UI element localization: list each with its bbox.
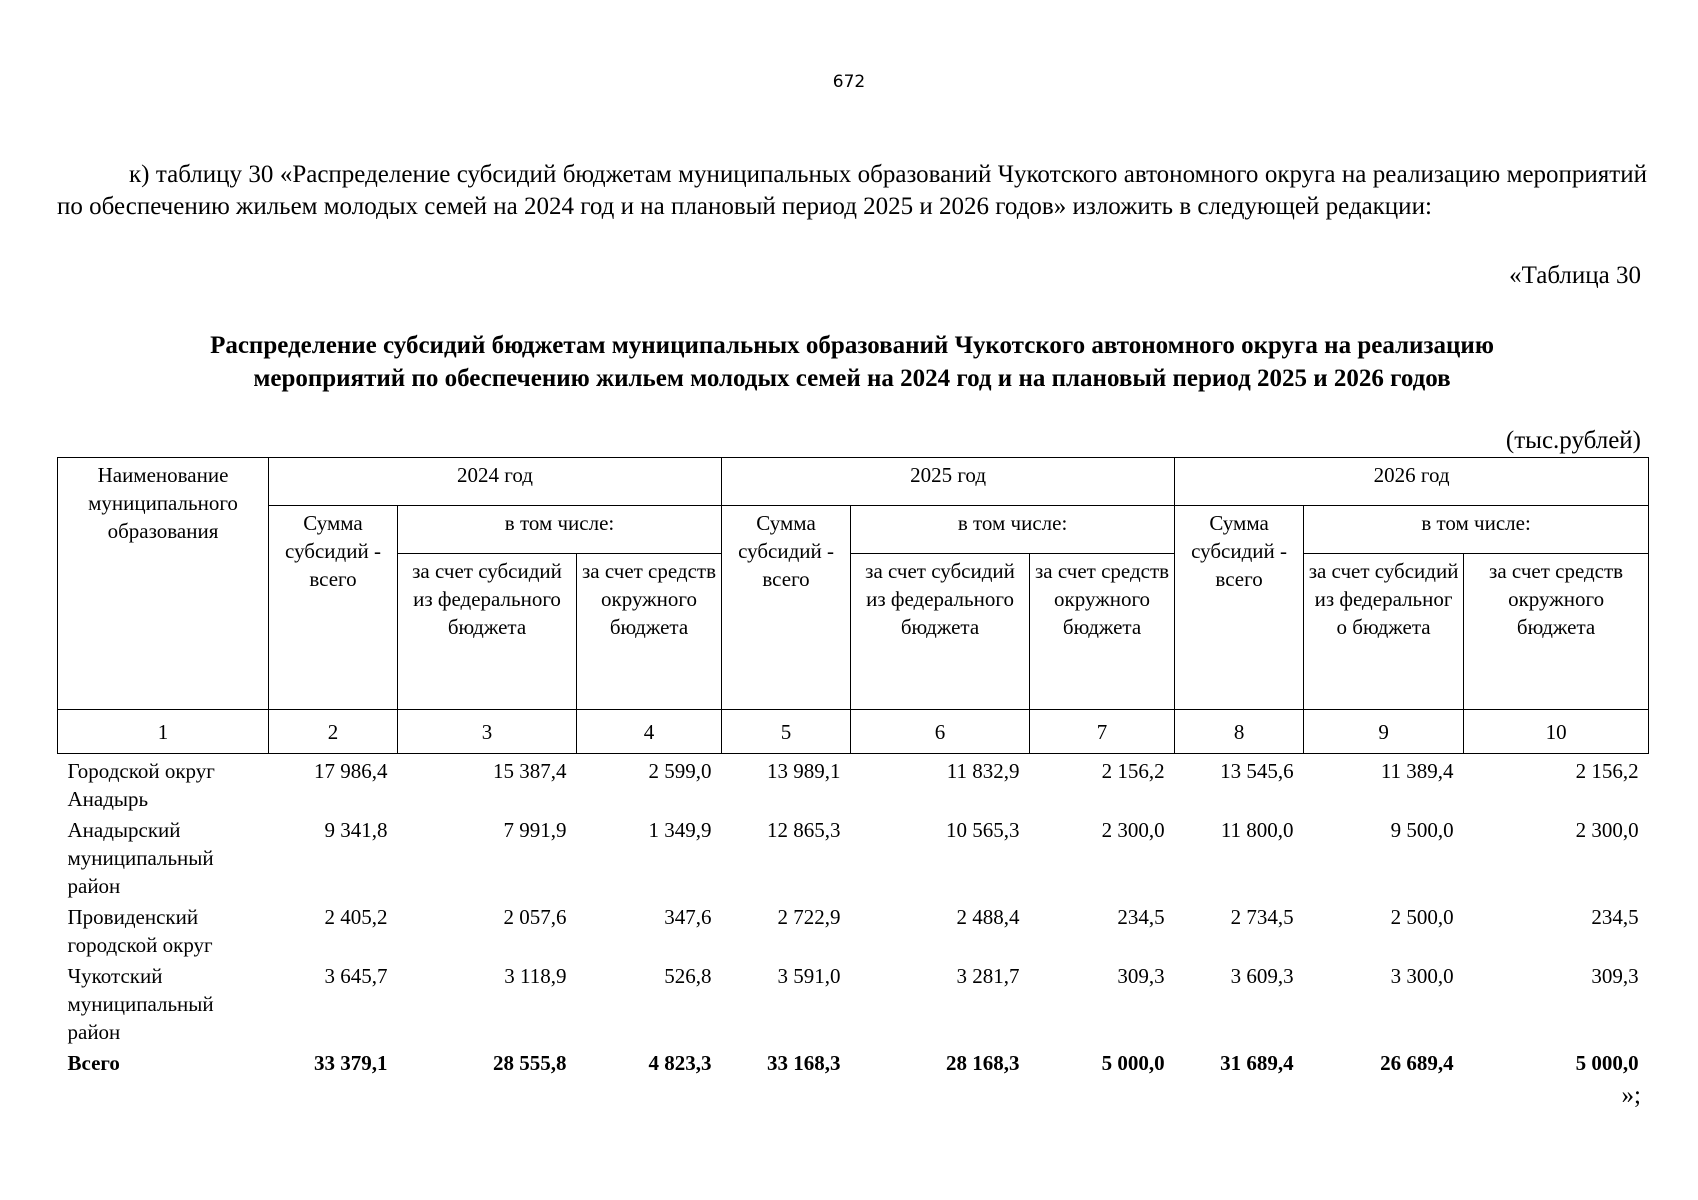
table-cell: 10 565,3	[946, 818, 1020, 842]
table-cell: 3 609,3	[1230, 964, 1294, 988]
table-cell: 234,5	[1591, 905, 1639, 929]
header-including-2024: в том числе:	[398, 506, 722, 554]
municipality-name: Провиденский городской округ	[67, 905, 213, 957]
closing-quote: »;	[1621, 1082, 1641, 1109]
table-cell: 2 156,2	[1101, 759, 1165, 783]
total-cell: 31 689,4	[1220, 1051, 1294, 1075]
header-total-2025: Сумма субсидий - всего	[722, 506, 851, 710]
column-number: 7	[1030, 710, 1175, 754]
header-total-2026: Сумма субсидий - всего	[1175, 506, 1304, 710]
total-cell: 28 555,8	[493, 1051, 567, 1075]
header-including-2026: в том числе:	[1304, 506, 1649, 554]
table-cell: 3 591,0	[777, 964, 841, 988]
total-cell: 33 379,1	[314, 1051, 388, 1075]
header-name-column: Наименование муниципального образования	[58, 458, 269, 710]
column-number: 4	[577, 710, 722, 754]
units-label: (тыс.рублей)	[1505, 427, 1641, 454]
total-cell: 33 168,3	[767, 1051, 841, 1075]
table-cell: 309,3	[1591, 964, 1639, 988]
table-cell: 7 991,9	[503, 818, 567, 842]
header-federal-2025: за счет субсидий из федерального бюджета	[851, 554, 1030, 710]
table-cell: 2 500,0	[1390, 905, 1454, 929]
table-cell: 2 300,0	[1101, 818, 1165, 842]
municipality-name: Городской округ Анадырь	[67, 759, 215, 811]
table-cell: 3 118,9	[504, 964, 567, 988]
table-cell: 17 986,4	[314, 759, 388, 783]
table-cell: 11 389,4	[1380, 759, 1454, 783]
total-row	[58, 1046, 1649, 1077]
total-cell: 5 000,0	[1101, 1051, 1165, 1075]
table-cell: 9 341,8	[324, 818, 388, 842]
column-number: 5	[722, 710, 851, 754]
intro-paragraph: к) таблицу 30 «Распределение субсидий бюджетам муниципальных образований Чукотского автономного округа на реализацию мероприятий по обеспечению жильем молодых семей на 2024 год и на плановый период 2025 и 2026 годов» изложить в следующей редакции:	[57, 161, 1647, 220]
table-cell: 347,6	[664, 905, 712, 929]
table-cell: 234,5	[1117, 905, 1165, 929]
table-title	[57, 329, 1647, 395]
municipality-name: Анадырский муниципальный район	[67, 818, 214, 898]
table-cell: 309,3	[1117, 964, 1165, 988]
column-number: 2	[269, 710, 398, 754]
table-cell: 2 734,5	[1230, 905, 1294, 929]
column-number: 6	[851, 710, 1030, 754]
table-cell: 2 156,2	[1575, 759, 1639, 783]
header-year-2025: 2025 год	[722, 458, 1175, 506]
table-row	[58, 900, 1649, 959]
page-number: 672	[832, 72, 866, 92]
header-district-2025: за счет средств окружного бюджета	[1030, 554, 1175, 710]
table-cell: 12 865,3	[767, 818, 841, 842]
column-number: 1	[58, 710, 269, 754]
header-district-2024: за счет средств окружного бюджета	[577, 554, 722, 710]
table-cell: 3 281,7	[956, 964, 1020, 988]
header-district-2026: за счет средств окружного бюджета	[1464, 554, 1649, 710]
column-number: 3	[398, 710, 577, 754]
table-cell: 2 722,9	[777, 905, 841, 929]
table-cell: 11 832,9	[946, 759, 1020, 783]
total-cell: 28 168,3	[946, 1051, 1020, 1075]
header-including-2025: в том числе:	[851, 506, 1175, 554]
table-row	[58, 754, 1649, 814]
header-year-2026: 2026 год	[1175, 458, 1649, 506]
table-cell: 2 488,4	[956, 905, 1020, 929]
table-cell: 9 500,0	[1390, 818, 1454, 842]
subsidy-table	[57, 457, 1649, 1077]
table-cell: 526,8	[664, 964, 712, 988]
total-cell: 26 689,4	[1380, 1051, 1454, 1075]
header-federal-2024: за счет субсидий из федерального бюджета	[398, 554, 577, 710]
total-label: Всего	[67, 1051, 120, 1075]
table-cell: 2 300,0	[1575, 818, 1639, 842]
municipality-name: Чукотский муниципальный район	[67, 964, 214, 1044]
table-title-line-1: Распределение субсидий бюджетам муниципальных образований Чукотского автономного округа на реализацию	[210, 332, 1494, 359]
column-number: 10	[1464, 710, 1649, 754]
table-cell: 2 405,2	[324, 905, 388, 929]
column-number: 8	[1175, 710, 1304, 754]
table-cell: 2 057,6	[503, 905, 567, 929]
table-cell: 2 599,0	[648, 759, 712, 783]
total-cell: 5 000,0	[1575, 1051, 1639, 1075]
header-year-2024: 2024 год	[269, 458, 722, 506]
table-label: «Таблица 30	[1509, 262, 1641, 289]
header-federal-2026: за счет субсидий из федеральног о бюджета	[1304, 554, 1464, 710]
table-row	[58, 959, 1649, 1046]
total-cell: 4 823,3	[648, 1051, 712, 1075]
table-cell: 3 300,0	[1390, 964, 1454, 988]
table-title-line-2: мероприятий по обеспечению жильем молодых семей на 2024 год и на плановый период 2025 и 2026 годов	[253, 365, 1451, 392]
table-cell: 1 349,9	[648, 818, 712, 842]
column-number: 9	[1304, 710, 1464, 754]
header-total-2024: Сумма субсидий - всего	[269, 506, 398, 710]
table-cell: 3 645,7	[324, 964, 388, 988]
table-cell: 13 545,6	[1220, 759, 1294, 783]
table-cell: 13 989,1	[767, 759, 841, 783]
table-cell: 15 387,4	[493, 759, 567, 783]
table-row	[58, 813, 1649, 900]
table-cell: 11 800,0	[1220, 818, 1294, 842]
